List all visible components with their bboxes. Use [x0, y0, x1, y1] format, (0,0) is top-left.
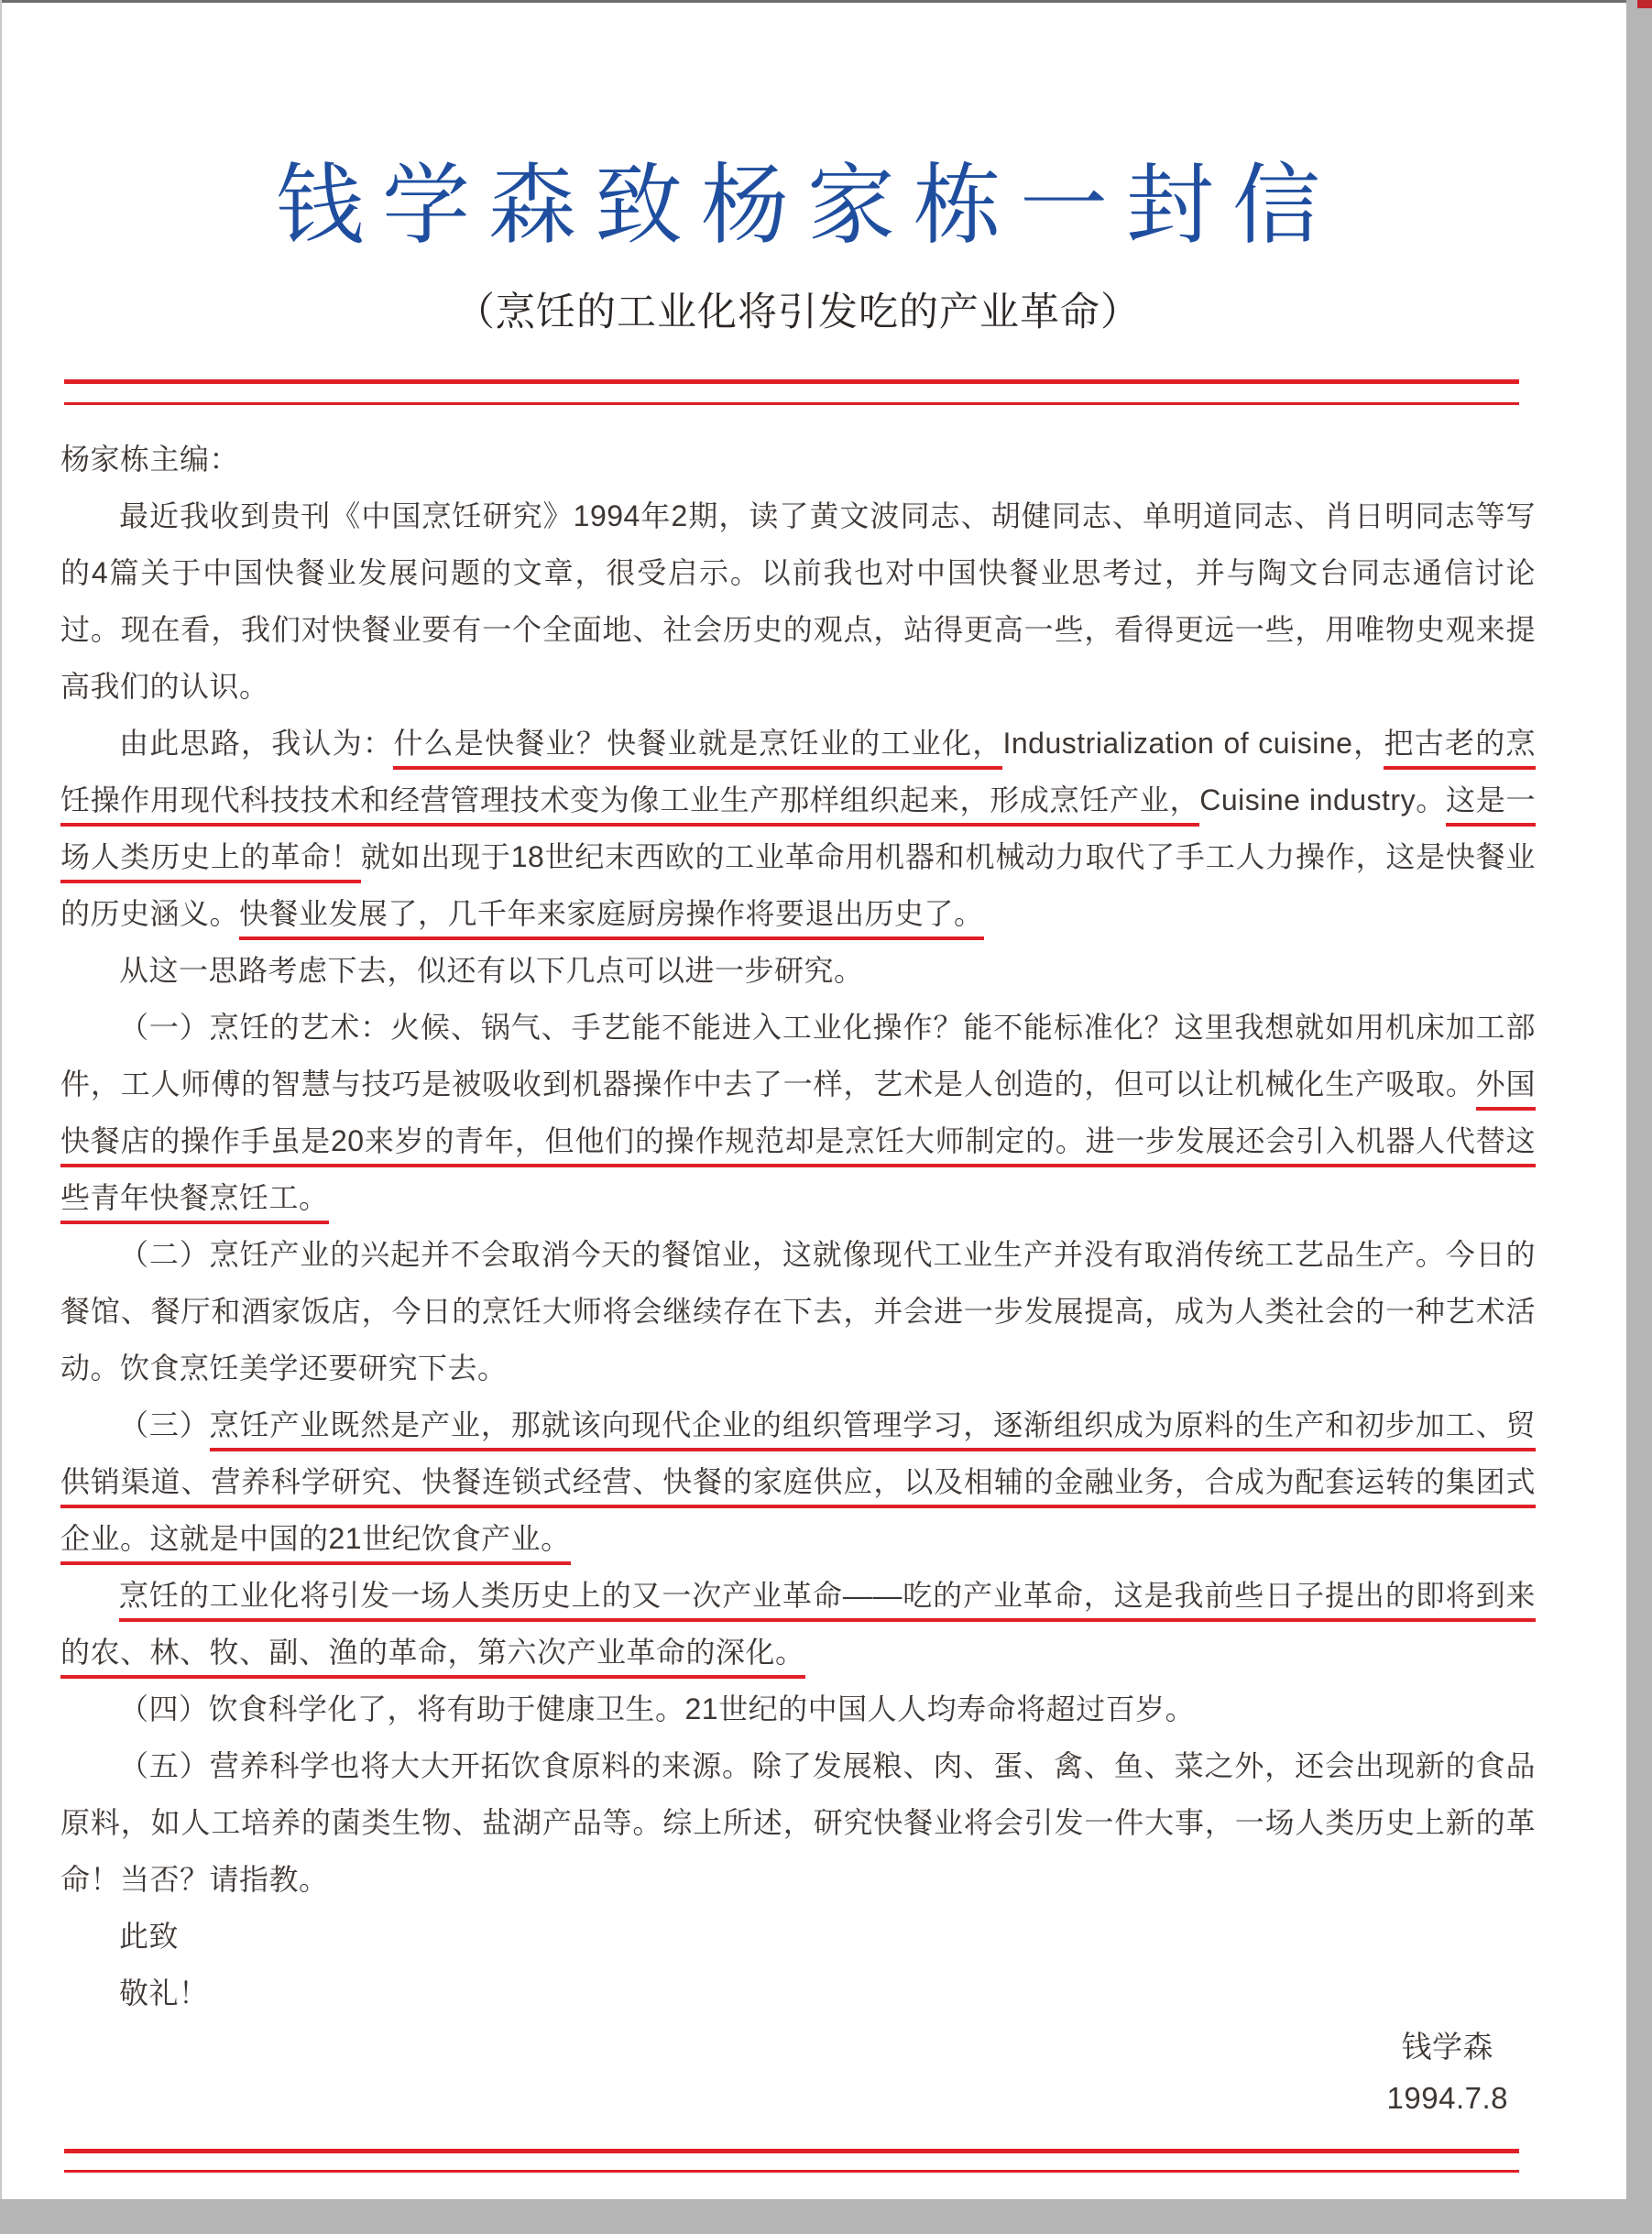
- text-segment: 就如出现于18世纪末西欧的工业革命用机器和机械动力取代了手工人力操作，这是快餐业的历史涵义。: [60, 840, 1536, 931]
- paragraph: [60, 715, 1536, 942]
- closing-cizhi: 此致: [119, 1920, 180, 1954]
- text-segment: 最近我收到贵刊《中国烹饪研究》1994年2期，读了黄文波同志、胡健同志、单明道同志、肖日明同志等写的4篇关于中国快餐业发展问题的文章，很受启示。以前我也对中国快餐业思考过，并与陶文台同志通信讨论过。现在看，我们对快餐业要有一个全面地、社会历史的观点，站得更高一些，看得更远一些，用唯物史观来提高我们的认识。: [60, 499, 1536, 704]
- divider-bottom: [60, 2149, 1536, 2173]
- text-segment: 从这一思路考虑下去，似还有以下几点可以进一步研究。: [119, 954, 864, 988]
- paragraph: [60, 1226, 1536, 1396]
- page-subtitle: （烹饪的工业化将引发吃的产业革命）: [455, 290, 1141, 335]
- text-segment: （五）营养科学也将大大开拓饮食原料的来源。除了发展粮、肉、蛋、禽、鱼、菜之外，还会出现新的食品原料，如人工培养的菌类生物、盐湖产品等。综上所述，研究快餐业将会引发一件大事，一场人类历史上新的革命！当否？请指教。: [60, 1749, 1536, 1897]
- text-segment: Cuisine industry。: [1199, 783, 1447, 817]
- underlined-text-segment: 把古老的烹饪操作用现代科技技术和经营管理技术变为像工业生产那样组织起来，形成烹饪产业，: [60, 727, 1536, 827]
- underlined-text-segment: 快餐业发展了，几千年来家庭厨房操作将要退出历史了。: [239, 897, 984, 940]
- letter-body: [60, 487, 1536, 1908]
- red-rule-thin: [64, 402, 1519, 405]
- underlined-text-segment: 这是一场人类历史上的革命！: [60, 783, 1536, 883]
- letter: [60, 431, 1536, 2127]
- paragraph: [60, 1396, 1536, 1567]
- page-title: 钱学森致杨家栋一封信: [276, 157, 1339, 255]
- underlined-text-segment: 什么是快餐业？快餐业就是烹饪业的工业化，: [393, 727, 1002, 770]
- paragraph: [60, 999, 1536, 1226]
- scan-edge-bottom: [0, 2199, 1652, 2234]
- red-rule-thick: [64, 379, 1519, 384]
- paragraph: [60, 942, 1536, 999]
- red-rule-thick: [64, 2149, 1519, 2153]
- paragraph: [60, 1567, 1536, 1681]
- salutation: 杨家栋主编：: [60, 443, 240, 476]
- text-segment: （二）烹饪产业的兴起并不会取消今天的餐馆业，这就像现代工业生产并没有取消传统工艺品生产。今日的餐馆、餐厅和酒家饭店，今日的烹饪大师将会继续存在下去，并会进一步发展提高，成为人类社会的一种艺术活动。饮食烹饪美学还要研究下去。: [60, 1238, 1536, 1385]
- divider-top: [60, 379, 1536, 405]
- text-segment: Industrialization of cuisine，: [1002, 727, 1384, 761]
- signature-name: 钱学森: [1401, 2030, 1494, 2064]
- paragraph: [60, 1737, 1536, 1908]
- paragraph: [60, 487, 1536, 715]
- underlined-text-segment: 外国快餐店的操作手虽是20来岁的青年，但他们的操作规范却是烹饪大师制定的。进一步发展还会引入机器人代替这些青年快餐烹饪工。: [60, 1068, 1536, 1224]
- text-segment: 由此思路，我认为：: [119, 727, 394, 761]
- underlined-text-segment: 烹饪产业既然是产业，那就该向现代企业的组织管理学习，逐渐组织成为原料的生产和初步加工、贸供销渠道、营养科学研究、快餐连锁式经营、快餐的家庭供应，以及相辅的金融业务，合成为配套运转的集团式企业。这就是中国的21世纪饮食产业。: [60, 1408, 1536, 1565]
- text-segment: （一）烹饪的艺术：火候、锅气、手艺能不能进入工业化操作？能不能标准化？这里我想就如用机床加工部件，工人师傅的智慧与技巧是被吸收到机器操作中去了一样，艺术是人创造的，但可以让机械化生产吸取。: [60, 1011, 1536, 1101]
- signature-date: 1994.7.8: [1386, 2081, 1508, 2116]
- closing-jingli: 敬礼！: [119, 1977, 209, 2010]
- text-segment: （三）: [119, 1408, 210, 1442]
- paragraph: [60, 1681, 1536, 1737]
- red-rule-thin: [64, 2170, 1519, 2173]
- text-segment: （四）饮食科学化了，将有助于健康卫生。21世纪的中国人人均寿命将超过百岁。: [119, 1692, 1196, 1726]
- signature-block: [60, 2021, 1508, 2127]
- corner-red-mark: [1637, 0, 1652, 8]
- underlined-text-segment: 烹饪的工业化将引发一场人类历史上的又一次产业革命——吃的产业革命，这是我前些日子提出的即将到来的农、林、牧、副、渔的革命，第六次产业革命的深化。: [60, 1579, 1536, 1679]
- signature-inner: [1387, 2021, 1508, 2124]
